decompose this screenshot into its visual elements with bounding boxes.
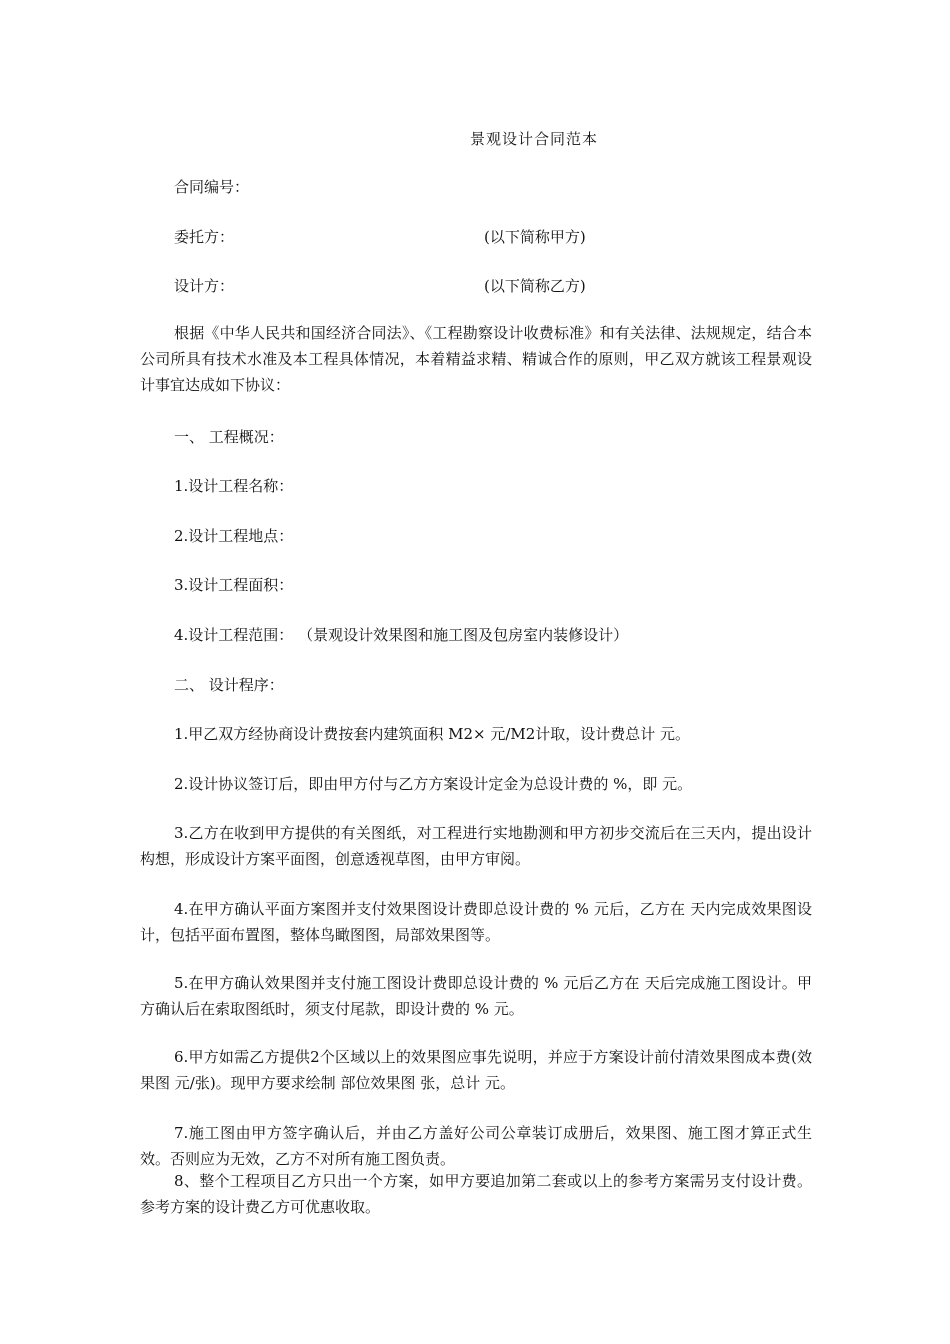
designer-label: 设计方：	[174, 277, 235, 295]
s1-project-location: 2.设计工程地点：	[174, 527, 294, 545]
contract-number-label: 合同编号：	[174, 178, 250, 196]
s1-project-scope: 4.设计工程范围： （景观设计效果图和施工图及包房室内装修设计）	[174, 626, 629, 644]
s2-item-4: 4.在甲方确认平面方案图并支付效果图设计费即总设计费的 % 元后，乙方在 天内完成效果图设计，包括平面布置图，整体鸟瞰图图，局部效果图等。	[140, 900, 812, 944]
s2-item-3: 3.乙方在收到甲方提供的有关图纸，对工程进行实地勘测和甲方初步交流后在三天内，提出设计构想，形成设计方案平面图，创意透视草图，由甲方审阅。	[140, 824, 812, 868]
client-note: (以下简称甲方)	[484, 228, 586, 246]
s2-item-6: 6.甲方如需乙方提供2个区域以上的效果图应事先说明，并应于方案设计前付清效果图成本费(效果图 元/张)。现甲方要求绘制 部位效果图 张，总计 元。	[140, 1048, 812, 1092]
s2-item-8: 8、整个工程项目乙方只出一个方案，如甲方要追加第二套或以上的参考方案需另支付设计费。参考方案的设计费乙方可优惠收取。	[140, 1172, 812, 1216]
s1-project-area: 3.设计工程面积：	[174, 576, 294, 594]
s2-item-5: 5.在甲方确认效果图并支付施工图设计费即总设计费的 % 元后乙方在 天后完成施工图设计。甲方确认后在索取图纸时，须支付尾款，即设计费的 % 元。	[140, 974, 812, 1018]
s2-item-2: 2.设计协议签订后，即由甲方付与乙方方案设计定金为总设计费的 %，即 元。	[174, 775, 693, 793]
intro-paragraph: 根据《中华人民共和国经济合同法》、《工程勘察设计收费标准》和有关法律、法规规定，结合本公司所具有技术水准及本工程具体情况，本着精益求精、精诚合作的原则，甲乙双方就该工程景观设计事宜达成如下协议：	[140, 324, 812, 394]
section-1-heading: 一、 工程概况：	[174, 428, 284, 446]
designer-note: (以下简称乙方)	[484, 277, 586, 295]
section-2-heading: 二、 设计程序：	[174, 676, 284, 694]
s2-item-1: 1.甲乙双方经协商设计费按套内建筑面积 M2× 元/M2计取，设计费总计 元。	[174, 725, 691, 743]
client-label: 委托方：	[174, 228, 235, 246]
s1-project-name: 1.设计工程名称：	[174, 477, 294, 495]
s2-item-7: 7.施工图由甲方签字确认后，并由乙方盖好公司公章装订成册后，效果图、施工图才算正式生效。否则应为无效，乙方不对所有施工图负责。	[140, 1124, 812, 1168]
document-title: 景观设计合同范本	[469, 130, 598, 148]
